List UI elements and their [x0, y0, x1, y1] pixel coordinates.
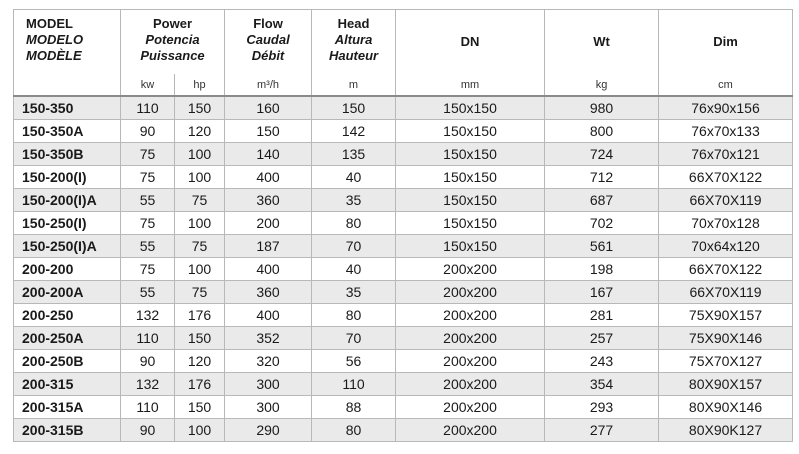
- cell-wt: 243: [545, 350, 659, 373]
- cell-wt: 724: [545, 143, 659, 166]
- cell-kw: 110: [121, 396, 175, 419]
- cell-wt: 702: [545, 212, 659, 235]
- cell-model: 200-250: [14, 304, 121, 327]
- header-flow-es: Caudal: [246, 32, 290, 47]
- cell-dn: 200x200: [396, 304, 545, 327]
- cell-head: 80: [312, 212, 396, 235]
- table-row: [14, 396, 793, 419]
- cell-flow: 140: [225, 143, 312, 166]
- cell-model: 200-315: [14, 373, 121, 396]
- cell-head: 40: [312, 166, 396, 189]
- cell-model: 150-350A: [14, 120, 121, 143]
- cell-flow: 360: [225, 189, 312, 212]
- cell-flow: 200: [225, 212, 312, 235]
- cell-kw: 75: [121, 258, 175, 281]
- cell-kw: 55: [121, 281, 175, 304]
- table-row: [14, 96, 793, 120]
- cell-kw: 55: [121, 235, 175, 258]
- table-row: [14, 350, 793, 373]
- cell-wt: 354: [545, 373, 659, 396]
- cell-dim: 66X70X122: [659, 166, 793, 189]
- cell-flow: 187: [225, 235, 312, 258]
- cell-dn: 200x200: [396, 396, 545, 419]
- cell-dn: 200x200: [396, 373, 545, 396]
- cell-head: 35: [312, 189, 396, 212]
- cell-head: 142: [312, 120, 396, 143]
- header-model-es: MODELO: [26, 32, 84, 47]
- cell-flow: 300: [225, 396, 312, 419]
- cell-flow: 300: [225, 373, 312, 396]
- unit-hp: hp: [175, 74, 225, 96]
- header-head: [312, 10, 396, 75]
- header-row: [14, 10, 793, 75]
- cell-dim: 70x64x120: [659, 235, 793, 258]
- pump-spec-table: [13, 9, 793, 442]
- cell-kw: 75: [121, 166, 175, 189]
- cell-kw: 90: [121, 350, 175, 373]
- cell-dn: 200x200: [396, 327, 545, 350]
- cell-flow: 352: [225, 327, 312, 350]
- cell-hp: 100: [175, 419, 225, 442]
- cell-dim: 80X90X157: [659, 373, 793, 396]
- cell-hp: 150: [175, 96, 225, 120]
- cell-hp: 150: [175, 327, 225, 350]
- cell-wt: 167: [545, 281, 659, 304]
- cell-wt: 277: [545, 419, 659, 442]
- cell-dn: 150x150: [396, 120, 545, 143]
- cell-model: 150-200(I)A: [14, 189, 121, 212]
- cell-hp: 120: [175, 120, 225, 143]
- cell-head: 56: [312, 350, 396, 373]
- unit-dn: mm: [396, 74, 545, 96]
- cell-dim: 76x90x156: [659, 96, 793, 120]
- cell-dn: 200x200: [396, 350, 545, 373]
- cell-dim: 80X90K127: [659, 419, 793, 442]
- cell-dim: 80X90X146: [659, 396, 793, 419]
- cell-head: 110: [312, 373, 396, 396]
- cell-hp: 75: [175, 189, 225, 212]
- cell-head: 40: [312, 258, 396, 281]
- table-row: [14, 258, 793, 281]
- cell-wt: 257: [545, 327, 659, 350]
- header-head-es: Altura: [334, 32, 373, 47]
- header-flow-fr: Débit: [251, 48, 285, 63]
- unit-head: m: [312, 74, 396, 96]
- header-flow: [225, 10, 312, 75]
- cell-dn: 200x200: [396, 258, 545, 281]
- cell-hp: 176: [175, 304, 225, 327]
- cell-dn: 150x150: [396, 166, 545, 189]
- cell-dim: 75X70X127: [659, 350, 793, 373]
- cell-dim: 70x70x128: [659, 212, 793, 235]
- cell-dn: 200x200: [396, 419, 545, 442]
- unit-flow: m³/h: [225, 74, 312, 96]
- header-wt-label: Wt: [593, 34, 610, 49]
- cell-wt: 980: [545, 96, 659, 120]
- cell-flow: 360: [225, 281, 312, 304]
- cell-kw: 90: [121, 120, 175, 143]
- cell-model: 150-250(I): [14, 212, 121, 235]
- cell-wt: 687: [545, 189, 659, 212]
- header-wt: [545, 10, 659, 75]
- header-flow-en: Flow: [253, 16, 283, 31]
- cell-head: 70: [312, 235, 396, 258]
- cell-head: 135: [312, 143, 396, 166]
- cell-kw: 75: [121, 143, 175, 166]
- unit-kw: kw: [121, 74, 175, 96]
- cell-kw: 75: [121, 212, 175, 235]
- cell-hp: 100: [175, 212, 225, 235]
- table-row: [14, 235, 793, 258]
- cell-head: 80: [312, 419, 396, 442]
- cell-dim: 75X90X157: [659, 304, 793, 327]
- cell-wt: 800: [545, 120, 659, 143]
- cell-dim: 76x70x121: [659, 143, 793, 166]
- cell-model: 200-315A: [14, 396, 121, 419]
- header-power-fr: Puissance: [140, 48, 205, 63]
- header-dim-label: Dim: [713, 34, 738, 49]
- cell-dn: 150x150: [396, 212, 545, 235]
- cell-flow: 150: [225, 120, 312, 143]
- table-row: [14, 166, 793, 189]
- cell-kw: 110: [121, 96, 175, 120]
- cell-head: 80: [312, 304, 396, 327]
- cell-model: 200-200A: [14, 281, 121, 304]
- cell-model: 150-200(I): [14, 166, 121, 189]
- cell-dn: 150x150: [396, 189, 545, 212]
- cell-kw: 132: [121, 373, 175, 396]
- cell-hp: 150: [175, 396, 225, 419]
- cell-flow: 400: [225, 166, 312, 189]
- cell-dim: 75X90X146: [659, 327, 793, 350]
- table-row: [14, 304, 793, 327]
- cell-head: 70: [312, 327, 396, 350]
- table-row: [14, 373, 793, 396]
- cell-head: 150: [312, 96, 396, 120]
- cell-head: 88: [312, 396, 396, 419]
- table-row: [14, 281, 793, 304]
- cell-hp: 100: [175, 258, 225, 281]
- header-model-en: MODEL: [26, 16, 73, 31]
- cell-model: 200-250A: [14, 327, 121, 350]
- cell-flow: 400: [225, 258, 312, 281]
- cell-wt: 293: [545, 396, 659, 419]
- cell-hp: 100: [175, 143, 225, 166]
- cell-head: 35: [312, 281, 396, 304]
- header-power-en: Power: [153, 16, 193, 31]
- cell-model: 200-250B: [14, 350, 121, 373]
- cell-flow: 160: [225, 96, 312, 120]
- header-model: [14, 10, 121, 75]
- cell-wt: 198: [545, 258, 659, 281]
- cell-dim: 66X70X119: [659, 281, 793, 304]
- cell-hp: 176: [175, 373, 225, 396]
- cell-model: 150-250(I)A: [14, 235, 121, 258]
- cell-model: 150-350: [14, 96, 121, 120]
- cell-dn: 150x150: [396, 96, 545, 120]
- header-power-es: Potencia: [145, 32, 200, 47]
- cell-dim: 76x70x133: [659, 120, 793, 143]
- cell-kw: 132: [121, 304, 175, 327]
- cell-dn: 150x150: [396, 235, 545, 258]
- table-row: [14, 212, 793, 235]
- cell-kw: 55: [121, 189, 175, 212]
- cell-model: 200-200: [14, 258, 121, 281]
- unit-wt: kg: [545, 74, 659, 96]
- table-row: [14, 189, 793, 212]
- cell-dn: 200x200: [396, 281, 545, 304]
- cell-flow: 400: [225, 304, 312, 327]
- units-row: [14, 74, 793, 96]
- cell-wt: 712: [545, 166, 659, 189]
- table-row: [14, 327, 793, 350]
- header-power: [121, 10, 225, 75]
- table-row: [14, 419, 793, 442]
- unit-model: [14, 74, 121, 96]
- header-head-fr: Hauteur: [328, 48, 379, 63]
- header-head-en: Head: [337, 16, 370, 31]
- table-row: [14, 120, 793, 143]
- header-dn: [396, 10, 545, 75]
- cell-wt: 561: [545, 235, 659, 258]
- cell-model: 200-315B: [14, 419, 121, 442]
- cell-dim: 66X70X119: [659, 189, 793, 212]
- cell-hp: 75: [175, 235, 225, 258]
- cell-flow: 320: [225, 350, 312, 373]
- header-dim: [659, 10, 793, 75]
- header-model-fr: MODÈLE: [26, 48, 82, 63]
- unit-dim: cm: [659, 74, 793, 96]
- cell-dn: 150x150: [396, 143, 545, 166]
- table-body: [14, 96, 793, 442]
- cell-hp: 120: [175, 350, 225, 373]
- cell-kw: 90: [121, 419, 175, 442]
- table-row: [14, 143, 793, 166]
- cell-kw: 110: [121, 327, 175, 350]
- cell-model: 150-350B: [14, 143, 121, 166]
- cell-hp: 100: [175, 166, 225, 189]
- header-dn-label: DN: [460, 34, 480, 49]
- cell-dim: 66X70X122: [659, 258, 793, 281]
- cell-wt: 281: [545, 304, 659, 327]
- cell-hp: 75: [175, 281, 225, 304]
- cell-flow: 290: [225, 419, 312, 442]
